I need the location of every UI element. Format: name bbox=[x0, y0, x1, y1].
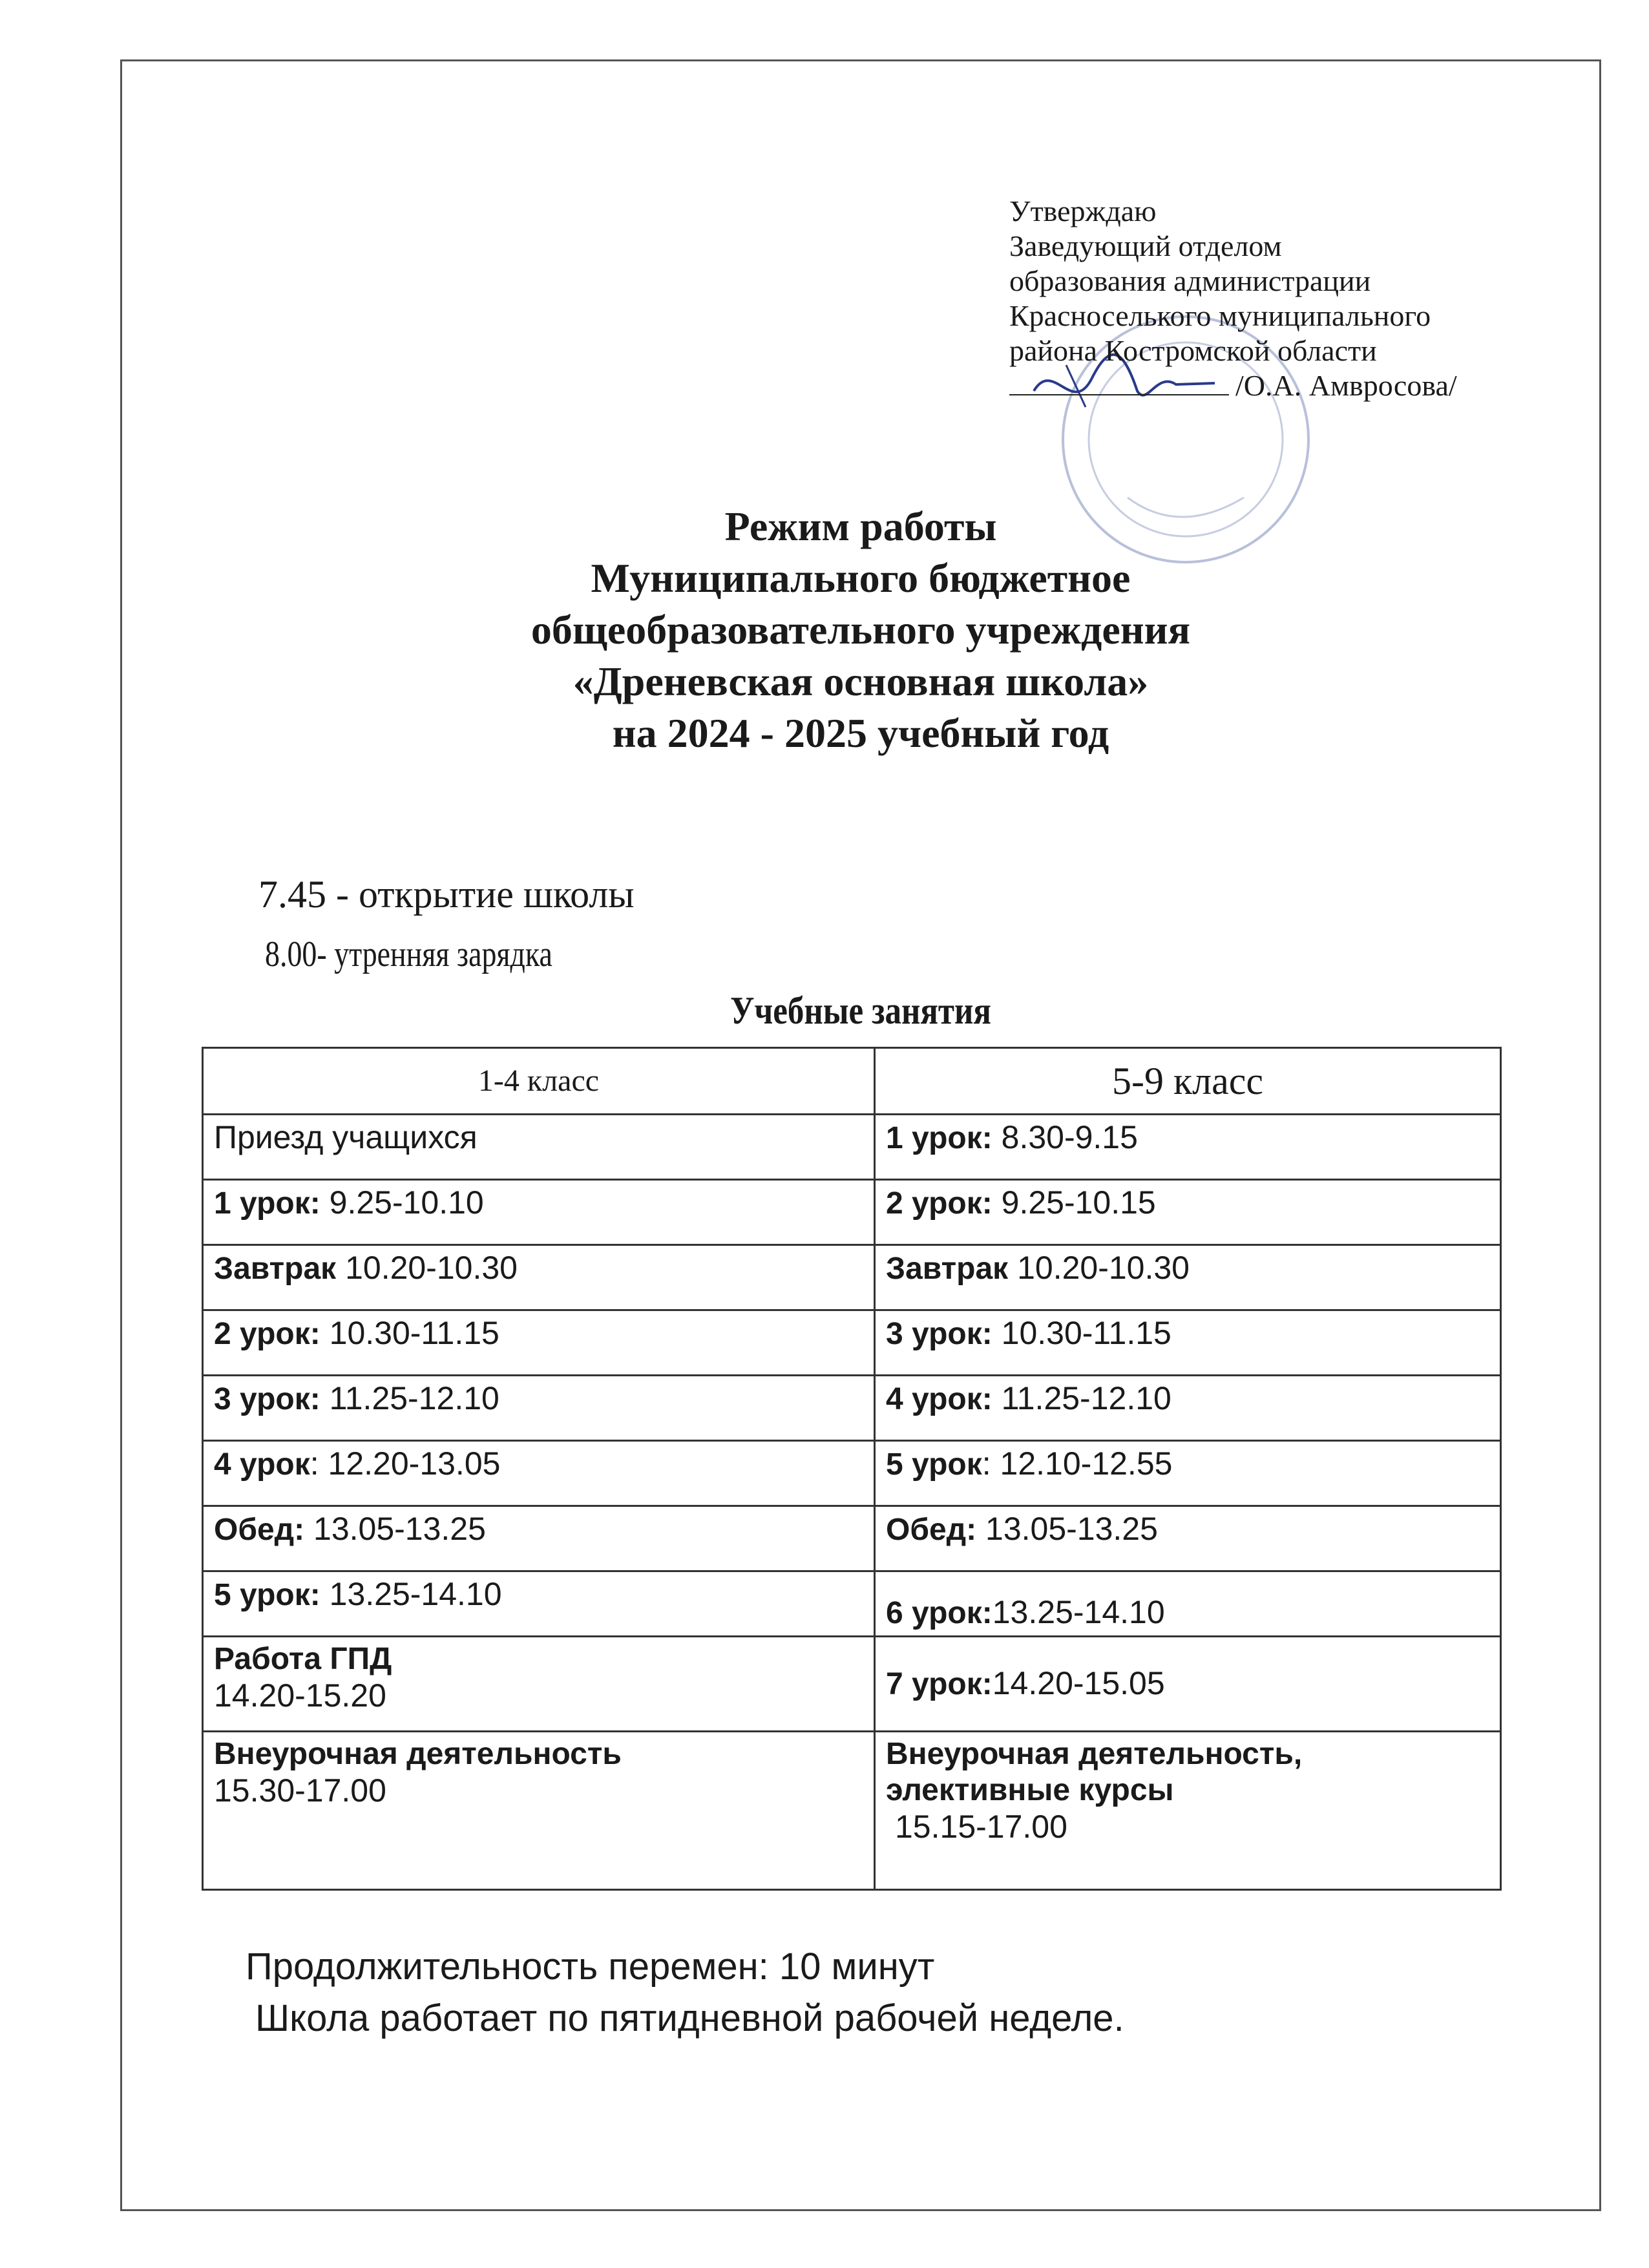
table-cell bbox=[875, 1506, 1501, 1571]
table-cell bbox=[875, 1310, 1501, 1376]
title-line: общеобразовательного учреждения bbox=[530, 607, 1191, 653]
table-cell bbox=[203, 1637, 875, 1732]
cell-time: 13.05-13.25 bbox=[304, 1511, 486, 1547]
approval-block bbox=[1009, 194, 1457, 403]
approval-signer: /О.А. Амвросова/ bbox=[1235, 369, 1457, 402]
cell-time: 15.15-17.00 bbox=[895, 1809, 1067, 1845]
table-cell bbox=[875, 1180, 1501, 1245]
table-row bbox=[203, 1180, 1501, 1245]
table-row bbox=[203, 1506, 1501, 1571]
cell-time: 13.05-13.25 bbox=[976, 1511, 1158, 1547]
morning-exercise: 8.00- утренняя зарядка bbox=[265, 934, 552, 974]
title-line: Режим работы bbox=[724, 503, 997, 549]
cell-time: 14.20-15.20 bbox=[214, 1677, 386, 1714]
cell-time: 10.20-10.30 bbox=[336, 1250, 518, 1286]
cell-time: 15.30-17.00 bbox=[214, 1772, 386, 1809]
cell-time: 8.30-9.15 bbox=[992, 1119, 1138, 1155]
cell-time: 10.30-11.15 bbox=[992, 1315, 1171, 1351]
table-cell bbox=[203, 1245, 875, 1310]
page-title bbox=[120, 501, 1601, 759]
cell-time: Приезд учащихся bbox=[214, 1119, 478, 1155]
approval-signature-line bbox=[1009, 368, 1457, 403]
approval-line: Заведующий отделом bbox=[1009, 229, 1282, 262]
schedule-table bbox=[202, 1047, 1502, 1891]
cell-label: Работа ГПД bbox=[214, 1642, 392, 1676]
approval-line: Красноселького муниципального bbox=[1009, 299, 1431, 332]
approval-line: района Костромской области bbox=[1009, 334, 1377, 367]
table-cell bbox=[203, 1115, 875, 1180]
table-row bbox=[203, 1376, 1501, 1441]
cell-label: элективные курсы bbox=[886, 1773, 1174, 1807]
table-cell bbox=[203, 1506, 875, 1571]
title-line: на 2024 - 2025 учебный год bbox=[612, 710, 1109, 756]
table-cell bbox=[875, 1571, 1501, 1637]
title-line: «Дреневская основная школа» bbox=[572, 658, 1149, 704]
cell-time: 14.20-15.05 bbox=[992, 1665, 1165, 1701]
cell-label: 5 урок: bbox=[214, 1578, 320, 1612]
table-row-extracurricular bbox=[203, 1732, 1501, 1890]
cell-time: 13.25-14.10 bbox=[320, 1576, 502, 1612]
cell-time: : 12.10-12.55 bbox=[982, 1445, 1173, 1482]
cell-label: 5 урок bbox=[886, 1447, 982, 1482]
table-row-gpd bbox=[203, 1637, 1501, 1732]
cell-label: 4 урок: bbox=[886, 1382, 993, 1416]
title-line: Муниципального бюджетное bbox=[591, 555, 1131, 601]
cell-label: Внеурочная деятельность, bbox=[886, 1737, 1303, 1771]
cell-label: Внеурочная деятельность bbox=[214, 1737, 622, 1771]
table-row bbox=[203, 1310, 1501, 1376]
approval-line: образования администрации bbox=[1009, 264, 1371, 297]
cell-label: Обед: bbox=[214, 1513, 305, 1547]
section-title: Учебные занятия bbox=[730, 989, 991, 1032]
cell-label: Обед: bbox=[886, 1513, 977, 1547]
opening-time: 7.45 - открытие школы bbox=[258, 873, 635, 916]
cell-time: 9.25-10.15 bbox=[992, 1184, 1156, 1221]
table-cell bbox=[875, 1441, 1501, 1506]
table-cell bbox=[203, 1571, 875, 1637]
cell-label: 4 урок bbox=[214, 1447, 310, 1482]
header-grades-5-9: 5-9 класс bbox=[875, 1048, 1501, 1115]
table-cell bbox=[203, 1732, 875, 1890]
table-row bbox=[203, 1571, 1501, 1637]
cell-time: 11.25-12.10 bbox=[320, 1380, 499, 1416]
table-header-row bbox=[203, 1048, 1501, 1115]
table-cell bbox=[203, 1441, 875, 1506]
cell-label: 1 урок: bbox=[214, 1186, 320, 1221]
cell-time: 13.25-14.10 bbox=[992, 1594, 1165, 1630]
signature-underline bbox=[1009, 368, 1229, 395]
table-cell bbox=[875, 1637, 1501, 1732]
cell-label: Завтрак bbox=[886, 1252, 1009, 1286]
header-grades-1-4: 1-4 класс bbox=[203, 1048, 875, 1115]
table-cell bbox=[203, 1376, 875, 1441]
cell-time: 10.20-10.30 bbox=[1008, 1250, 1190, 1286]
table-cell bbox=[875, 1376, 1501, 1441]
cell-label: Завтрак bbox=[214, 1252, 337, 1286]
cell-label: 7 урок: bbox=[886, 1667, 993, 1701]
table-cell bbox=[875, 1245, 1501, 1310]
table-cell bbox=[203, 1310, 875, 1376]
table-cell bbox=[203, 1180, 875, 1245]
breaks-duration: Продолжительность перемен: 10 минут bbox=[246, 1946, 935, 1988]
cell-label: 3 урок: bbox=[214, 1382, 320, 1416]
cell-label: 6 урок: bbox=[886, 1596, 993, 1630]
cell-time: 11.25-12.10 bbox=[992, 1380, 1171, 1416]
table-row bbox=[203, 1245, 1501, 1310]
cell-label: 2 урок: bbox=[886, 1186, 993, 1221]
approval-line: Утверждаю bbox=[1009, 194, 1157, 227]
table-cell bbox=[875, 1115, 1501, 1180]
work-week-note: Школа работает по пятидневной рабочей неделе. bbox=[255, 1997, 1124, 2039]
table-cell bbox=[875, 1732, 1501, 1890]
cell-time: 9.25-10.10 bbox=[320, 1184, 484, 1221]
cell-time: : 12.20-13.05 bbox=[310, 1445, 501, 1482]
cell-time: 10.30-11.15 bbox=[320, 1315, 499, 1351]
cell-label: 2 урок: bbox=[214, 1317, 320, 1351]
table-row bbox=[203, 1441, 1501, 1506]
cell-label: 1 урок: bbox=[886, 1121, 993, 1155]
table-row bbox=[203, 1115, 1501, 1180]
cell-label: 3 урок: bbox=[886, 1317, 993, 1351]
